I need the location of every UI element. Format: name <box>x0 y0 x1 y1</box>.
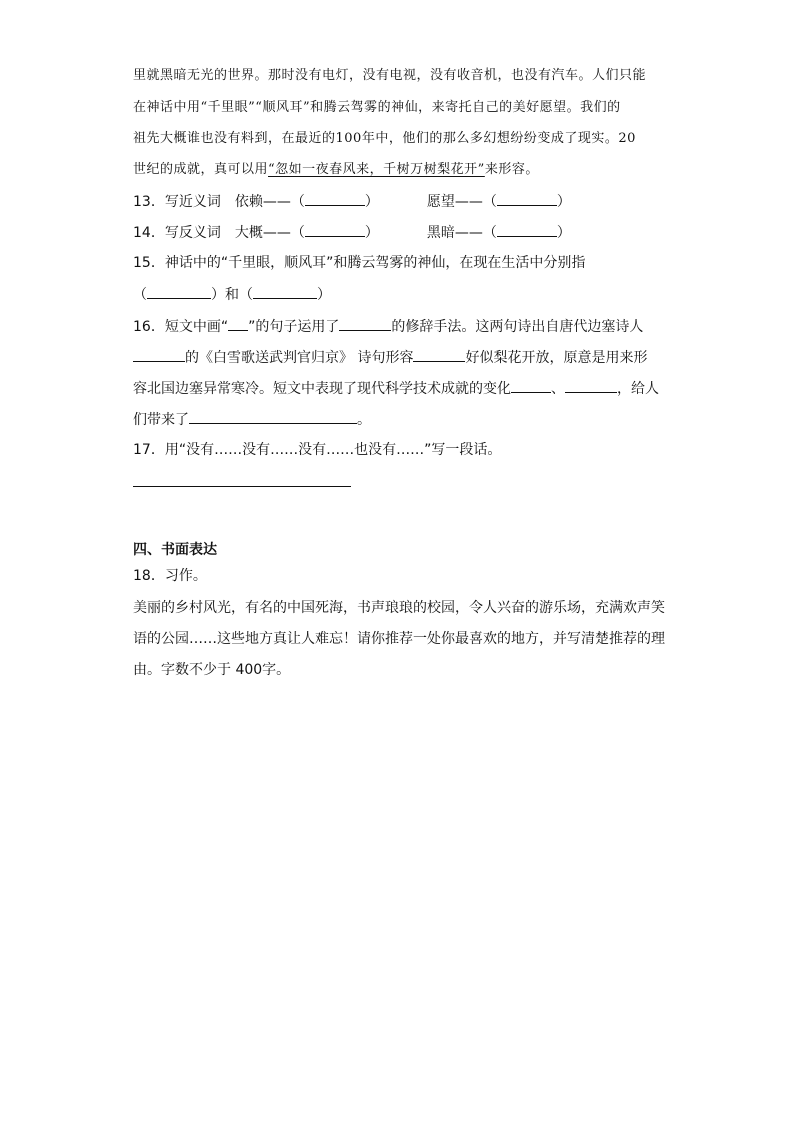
answer-blank[interactable] <box>147 284 211 299</box>
answer-blank[interactable] <box>339 316 391 331</box>
bracket: ） <box>556 194 571 210</box>
passage-line-1 <box>133 66 663 86</box>
section-title: 四、书面表达 <box>133 542 217 558</box>
question-text: 、 <box>551 381 565 397</box>
question-label: 13．写近义词 <box>133 194 221 210</box>
question-18 <box>133 566 663 586</box>
passage-line-2 <box>133 98 663 118</box>
bracket-text: ）和（ <box>211 287 253 303</box>
question-15-answers <box>133 284 663 305</box>
bracket: ） <box>364 194 379 210</box>
question-16-line-1 <box>133 316 663 337</box>
word-prompt: 依赖——（ <box>234 194 305 210</box>
question-text: 容北国边塞异常寒冷。短文中表现了现代科学技术成就的变化 <box>133 381 511 397</box>
question-13 <box>133 191 663 212</box>
answer-blank[interactable] <box>189 409 357 424</box>
question-label: 18．习作。 <box>133 568 207 584</box>
writing-answer-line[interactable] <box>133 486 351 487</box>
question-text: 美丽的乡村风光，有名的中国死海，书声琅琅的校园，令人兴奋的游乐场，充满欢声笑 <box>133 600 665 616</box>
answer-blank[interactable] <box>413 347 465 362</box>
passage-text: 来形容。 <box>484 162 539 177</box>
passage-line-3 <box>133 129 663 149</box>
answer-blank[interactable] <box>253 284 317 299</box>
answer-blank[interactable] <box>511 378 551 393</box>
question-14 <box>133 222 663 243</box>
answer-blank[interactable] <box>497 222 557 237</box>
question-17 <box>133 440 663 460</box>
answer-blank[interactable] <box>228 316 248 331</box>
question-text: ，给人 <box>617 381 659 397</box>
question-18-prompt-3 <box>133 660 663 680</box>
question-text: 16．短文中画“ <box>133 319 229 335</box>
question-text: 的《白雪歌送武判官归京》 诗句形容 <box>185 350 414 366</box>
underlined-quote: “忽如一夜春风来，千树万树梨花开” <box>268 162 485 177</box>
bracket: ） <box>317 287 331 303</box>
section-heading <box>133 540 663 560</box>
answer-blank[interactable] <box>305 222 365 237</box>
question-text: 17．用“没有……没有……没有……也没有……”写一段话。 <box>133 442 502 458</box>
bracket: ） <box>364 225 379 241</box>
question-label: 14．写反义词 <box>133 225 221 241</box>
question-16-line-2 <box>133 347 663 368</box>
question-text: 语的公园……这些地方真让人难忘！请你推荐一处你最喜欢的地方，并写清楚推荐的理 <box>133 631 665 647</box>
bracket: （ <box>133 287 147 303</box>
question-15 <box>133 253 663 273</box>
passage-text: 世纪的成就，真可以用 <box>133 162 269 177</box>
question-text: 们带来了 <box>133 412 189 428</box>
passage-text: 里就黑暗无光的世界。那时没有电灯，没有电视，没有收音机，也没有汽车。人们只能 <box>133 68 647 83</box>
question-16-line-4 <box>133 409 663 430</box>
question-text: 由。字数不少于 400字。 <box>133 662 291 678</box>
question-text: 。 <box>357 412 371 428</box>
question-text: 15．神话中的“千里眼，顺风耳”和腾云驾雾的神仙，在现在生活中分别指 <box>133 255 586 271</box>
answer-blank[interactable] <box>305 191 365 206</box>
passage-text: 祖先大概谁也没有料到，在最近的100年中，他们的那么多幻想纷纷变成了现实。20 <box>133 131 636 146</box>
question-18-prompt-1 <box>133 598 663 618</box>
passage-line-4 <box>133 160 663 180</box>
answer-blank[interactable] <box>133 347 185 362</box>
question-text: ”的句子运用了 <box>248 319 340 335</box>
answer-blank[interactable] <box>497 191 557 206</box>
word-prompt: 黑暗——（ <box>426 225 497 241</box>
question-18-prompt-2 <box>133 629 663 649</box>
bracket: ） <box>556 225 571 241</box>
question-16-line-3 <box>133 378 663 399</box>
answer-blank[interactable] <box>565 378 617 393</box>
question-text: 好似梨花开放，原意是用来形 <box>465 350 648 366</box>
passage-text: 在神话中用“千里眼”“顺风耳”和腾云驾雾的神仙，来寄托自己的美好愿望。我们的 <box>133 100 621 115</box>
word-prompt: 愿望——（ <box>426 194 497 210</box>
word-prompt: 大概——（ <box>234 225 305 241</box>
question-text: 的修辞手法。这两句诗出自唐代边塞诗人 <box>391 319 644 335</box>
